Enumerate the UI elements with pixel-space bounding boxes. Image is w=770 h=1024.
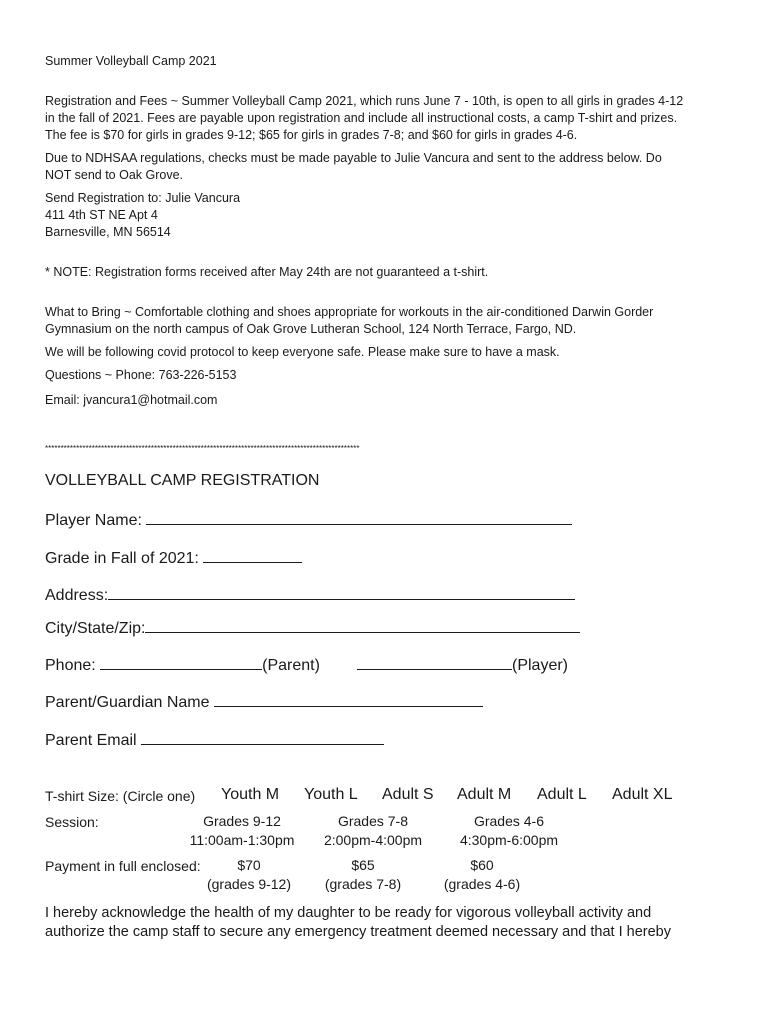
- guardian-blank[interactable]: [214, 690, 483, 707]
- payment-amount: $65: [351, 857, 375, 873]
- player-name-blank[interactable]: [146, 508, 572, 525]
- contact-email: Email: jvancura1@hotmail.com: [45, 393, 218, 407]
- session-option-grades-4-6[interactable]: [447, 812, 571, 850]
- session-option-grades-7-8[interactable]: [311, 812, 435, 850]
- session-option-grades-9-12[interactable]: [175, 812, 309, 850]
- payment-grades: (grades 7-8): [324, 876, 402, 892]
- player-phone-field[interactable]: [357, 653, 568, 676]
- tshirt-option-adult-l[interactable]: Adult L: [537, 786, 587, 803]
- send-line-2: 411 4th ST NE Apt 4: [45, 208, 158, 222]
- payment-amount: $70: [237, 857, 261, 873]
- questions-phone: Questions ~ Phone: 763-226-5153: [45, 368, 237, 382]
- player-phone-suffix: (Player): [512, 657, 569, 674]
- payment-amount: $60: [470, 857, 494, 873]
- tshirt-option-youth-m[interactable]: Youth M: [221, 786, 280, 803]
- session-time: 4:30pm-6:00pm: [459, 832, 559, 848]
- address-label: Address:: [45, 587, 109, 604]
- intro-line-2: in the fall of 2021. Fees are payable upon registration and include all instructional costs, a camp T-shirt and prizes.: [45, 111, 678, 125]
- separator-line: *****************************************************************************************************: [45, 444, 360, 453]
- session-time: 11:00am-1:30pm: [189, 832, 295, 848]
- guardian-field[interactable]: [45, 690, 483, 713]
- payment-label: Payment in full enclosed:: [45, 858, 201, 874]
- session-grades: Grades 9-12: [203, 813, 281, 829]
- grade-label: Grade in Fall of 2021:: [45, 550, 204, 567]
- payment-option-60[interactable]: [433, 856, 531, 894]
- session-grades: Grades 4-6: [473, 813, 545, 829]
- payment-grades: (grades 9-12): [206, 876, 292, 892]
- city-blank[interactable]: [145, 616, 580, 633]
- bring-line-1: What to Bring ~ Comfortable clothing and shoes appropriate for workouts in the air-conditioned Darwin Gorder: [45, 305, 654, 319]
- session-grades: Grades 7-8: [337, 813, 409, 829]
- payment-option-65[interactable]: [314, 856, 412, 894]
- covid-note: We will be following covid protocol to keep everyone safe. Please make sure to have a mask.: [45, 345, 560, 359]
- ndhsaa-line-2: NOT send to Oak Grove.: [45, 168, 184, 182]
- ack-line-1: I hereby acknowledge the health of my daughter to be ready for vigorous volleyball activity and: [45, 905, 652, 921]
- player-name-label: Player Name:: [45, 512, 147, 529]
- ndhsaa-line-1: Due to NDHSAA regulations, checks must be made payable to Julie Vancura and sent to the address below. Do: [45, 151, 662, 165]
- tshirt-note: * NOTE: Registration forms received after May 24th are not guaranteed a t-shirt.: [45, 265, 489, 279]
- send-line-1: Send Registration to: Julie Vancura: [45, 191, 241, 205]
- payment-option-70[interactable]: [196, 856, 302, 894]
- payment-grades: (grades 4-6): [443, 876, 521, 892]
- player-phone-blank[interactable]: [357, 653, 512, 670]
- session-time: 2:00pm-4:00pm: [323, 832, 423, 848]
- ack-line-2: authorize the camp staff to secure any emergency treatment deemed necessary and that I hereby: [45, 924, 671, 940]
- tshirt-option-youth-l[interactable]: Youth L: [304, 786, 358, 803]
- grade-field[interactable]: [45, 546, 302, 569]
- parent-email-label: Parent Email: [45, 732, 142, 749]
- grade-blank[interactable]: [203, 546, 302, 563]
- parent-email-field[interactable]: [45, 728, 384, 751]
- parent-email-blank[interactable]: [141, 728, 384, 745]
- city-label: City/State/Zip:: [45, 620, 146, 637]
- send-line-3: Barnesville, MN 56514: [45, 225, 171, 239]
- address-field[interactable]: [45, 583, 575, 606]
- document-heading: Summer Volleyball Camp 2021: [45, 54, 217, 68]
- address-blank[interactable]: [108, 583, 575, 600]
- intro-line-1: Registration and Fees ~ Summer Volleyball Camp 2021, which runs June 7 - 10th, is open to all girls in grades 4-12: [45, 94, 684, 108]
- bring-line-2: Gymnasium on the north campus of Oak Grove Lutheran School, 124 North Terrace, Fargo, ND.: [45, 322, 577, 336]
- session-label: Session:: [45, 814, 99, 830]
- phone-field[interactable]: [45, 653, 320, 676]
- parent-phone-blank[interactable]: [100, 653, 262, 670]
- player-name-field[interactable]: [45, 508, 572, 531]
- phone-label: Phone:: [45, 657, 101, 674]
- tshirt-label: T-shirt Size: (Circle one): [45, 788, 196, 804]
- form-title: VOLLEYBALL CAMP REGISTRATION: [45, 472, 320, 489]
- guardian-label: Parent/Guardian Name: [45, 694, 214, 711]
- tshirt-option-adult-m[interactable]: Adult M: [457, 786, 512, 803]
- city-field[interactable]: [45, 616, 580, 639]
- parent-phone-suffix: (Parent): [262, 657, 320, 674]
- intro-line-3: The fee is $70 for girls in grades 9-12; $65 for girls in grades 7-8; and $60 for girls in grades 4-6.: [45, 128, 578, 142]
- tshirt-option-adult-xl[interactable]: Adult XL: [612, 786, 673, 803]
- tshirt-option-adult-s[interactable]: Adult S: [382, 786, 434, 803]
